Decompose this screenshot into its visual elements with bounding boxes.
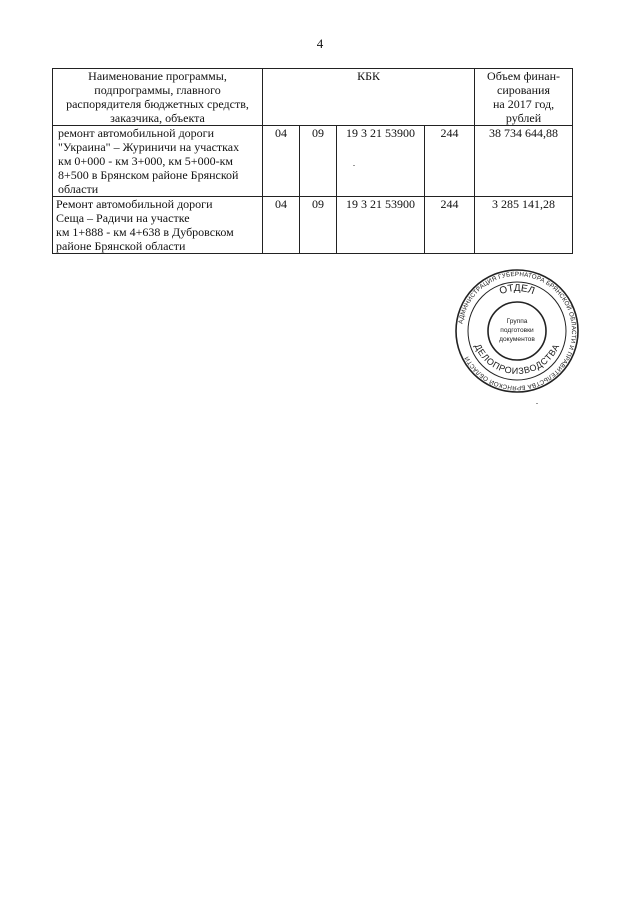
stamp-top-word: ОТДЕЛ [498, 282, 536, 298]
object-name-line: области [58, 182, 99, 196]
object-name-line: ремонт автомобильной дороги [58, 126, 215, 140]
object-name-line: км 1+888 - км 4+638 в Дубровском [56, 225, 234, 239]
header-name-line: распорядителя бюджетных средств, [66, 97, 249, 111]
object-name-line: Сеща – Радичи на участке [56, 211, 190, 225]
object-name-cell [53, 197, 263, 254]
page-number: 4 [316, 36, 324, 51]
table-row [53, 126, 573, 197]
amount-cell: 38 734 644,88 [475, 126, 573, 197]
stamp-center-line: документов [499, 336, 535, 343]
header-name [53, 69, 263, 126]
subsection-cell: 09 [300, 197, 337, 254]
stamp-center-line: подготовки [500, 327, 534, 334]
stamp-center-line: Группа [506, 318, 528, 325]
header-kbk: КБК [263, 69, 475, 126]
target-cell: 19 3 21 53900 [337, 197, 425, 254]
section-cell: 04 [263, 197, 300, 254]
expense-type-cell: 244 [425, 126, 475, 197]
table-header-row [53, 69, 573, 126]
header-volume [475, 69, 573, 126]
header-name-line: подпрограммы, главного [94, 83, 221, 97]
scan-speck [353, 165, 355, 166]
section-cell: 04 [263, 126, 300, 197]
subsection-cell: 09 [300, 126, 337, 197]
header-volume-line: Объем финан- [487, 69, 561, 83]
table-row [53, 197, 573, 254]
header-volume-line: сирования [497, 83, 550, 97]
expense-type-cell: 244 [425, 197, 475, 254]
object-name-line: км 0+000 - км 3+000, км 5+000-км [58, 154, 233, 168]
header-volume-line: на 2017 год, [492, 97, 555, 111]
object-name-line: "Украина" – Журиничи на участках [58, 140, 240, 154]
header-name-line: Наименование программы, [88, 69, 227, 83]
header-volume-line: рублей [505, 111, 542, 125]
object-name-line: Ремонт автомобильной дороги [56, 197, 213, 211]
object-name-line: районе Брянской области [56, 239, 186, 253]
scan-speck [536, 403, 538, 404]
target-cell: 19 3 21 53900 [337, 126, 425, 197]
header-name-line: заказчика, объекта [110, 111, 205, 125]
amount-cell: 3 285 141,28 [475, 197, 573, 254]
object-name-cell [53, 126, 263, 197]
stamp-outer-text: АДМИНИСТРАЦИЯ ГУБЕРНАТОРА БРЯНСКОЙ ОБЛАСТИ И ПРАВИТЕЛЬСТВА БРЯНСКОЙ ОБЛАСТИ [457, 270, 578, 392]
official-stamp [454, 268, 580, 394]
budget-table [52, 68, 573, 254]
object-name-line: 8+500 в Брянском районе Брянской [58, 168, 239, 182]
stamp-seal-icon [454, 268, 580, 394]
stamp-middle-word: ДЕЛОПРОИЗВОДСТВА [472, 342, 562, 377]
